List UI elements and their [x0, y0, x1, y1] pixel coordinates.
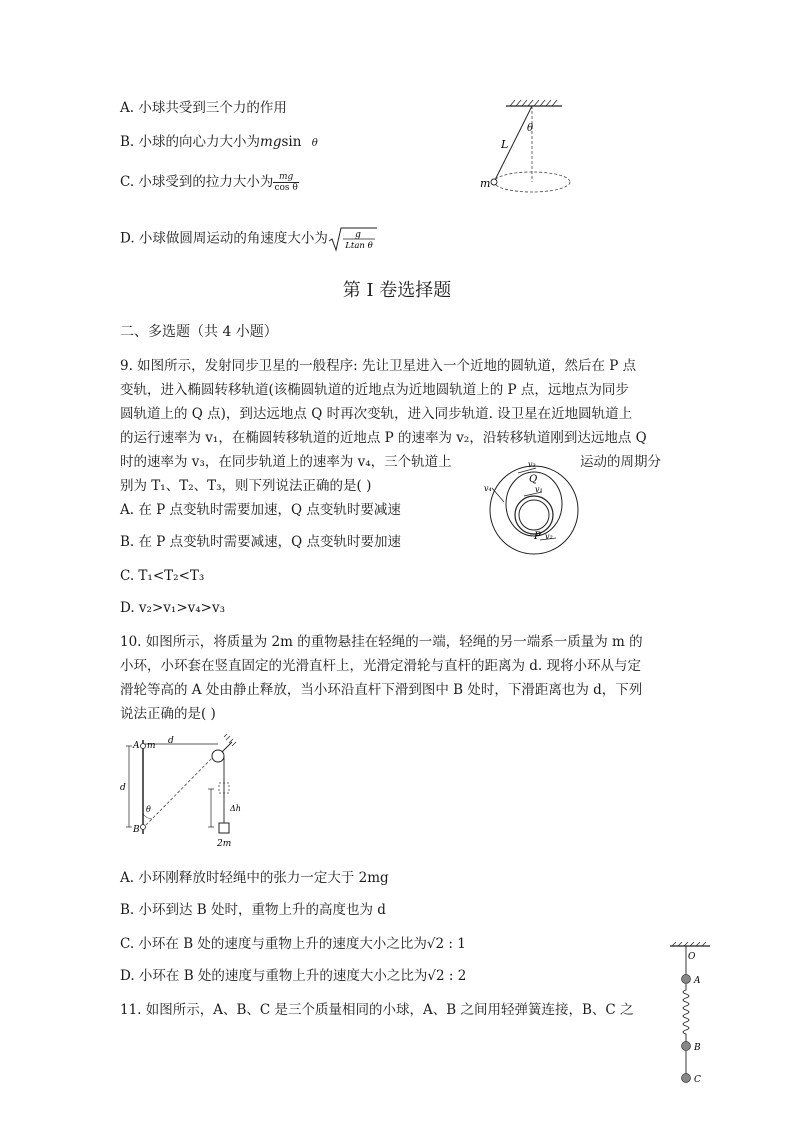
q9-fig-p: P	[534, 531, 541, 542]
q9-option-a: A. 在 P 点变轨时需要加速，Q 点变轨时要减速	[120, 502, 401, 518]
q10-line-4: 说法正确的是( )	[120, 706, 216, 722]
q8-option-c-num: mg	[273, 172, 298, 183]
sqrt-sign-icon	[328, 226, 378, 252]
q10-fig-m: m	[147, 741, 156, 751]
pulley-figure	[118, 734, 248, 852]
q10-fig-d-top: d	[168, 736, 174, 746]
q8-option-d-den: Ltan θ	[345, 241, 373, 251]
q8-option-b-text: B. 小球的向心力大小为	[120, 134, 261, 150]
q9-fig-v3: v₃	[528, 460, 536, 469]
q10-fig-dh: Δh	[230, 804, 241, 813]
q10-fig-2m: 2m	[217, 839, 232, 849]
q9-fig-q: Q	[529, 474, 538, 485]
q9-fig-v4: v₄	[484, 484, 492, 493]
q8-option-c	[120, 172, 299, 193]
q10-option-a: A. 小环刚释放时轻绳中的张力一定大于 2mg	[120, 870, 389, 886]
orbit-figure	[478, 458, 588, 558]
q10-fig-theta: θ	[146, 805, 151, 814]
section-title: 第 I 卷选择题	[342, 280, 452, 301]
q8-option-d-text: D. 小球做圆周运动的角速度大小为	[120, 230, 328, 247]
q8-option-b	[120, 132, 318, 154]
q9-option-d: D. v₂>v₁>v₄>v₃	[120, 600, 226, 616]
q9-line-6: 别为 T₁、T₂、T₃，则下列说法正确的是( )	[120, 478, 372, 494]
q9-line-1: 9. 如图所示，发射同步卫星的一般程序: 先让卫星进入一个近地的圆轨道，然后在 P 点	[120, 358, 637, 374]
q9-option-c: C. T₁<T₂<T₃	[120, 568, 205, 584]
q11-fig-c: C	[694, 1075, 701, 1085]
q8-option-b-mg: mg	[260, 134, 282, 150]
q10-fig-b: B	[133, 825, 140, 835]
q8-option-b-sin: sin	[281, 134, 302, 150]
q8-option-c-fraction	[273, 172, 298, 193]
conical-pendulum-figure	[470, 96, 580, 196]
q10-fig-d-side: d	[120, 783, 126, 793]
q8-option-d	[120, 226, 378, 252]
q8-fig-theta: θ	[527, 123, 534, 134]
q9-option-b: B. 在 P 点变轨时需要减速，Q 点变轨时要加速	[120, 534, 402, 550]
q9-line-5-tail: 运动的周期分	[580, 454, 661, 470]
q8-fig-l: L	[501, 138, 509, 151]
q11-line-1: 11. 如图所示，A、B、C 是三个质量相同的小球，A、B 之间用轻弹簧连接，B、C 之	[120, 1002, 634, 1018]
q10-line-2: 小环，小环套在竖直固定的光滑直杆上，光滑定滑轮与直杆的距离为 d. 现将小环从与定	[120, 658, 642, 674]
q8-option-a: A. 小球共受到三个力的作用	[120, 100, 287, 116]
q8-option-c-text: C. 小球受到的拉力大小为	[120, 174, 274, 190]
q10-line-1: 10. 如图所示，将质量为 2m 的重物悬挂在轻绳的一端，轻绳的另一端系一质量为 m 的	[120, 634, 643, 650]
q10-option-c: C. 小环在 B 处的速度与重物上升的速度大小之比为√2 : 1	[120, 936, 466, 952]
q9-fig-v2: v₂	[545, 532, 553, 541]
q9-line-5: 时的速率为 v₃，在同步轨道上的速率为 v₄，三个轨道上	[120, 454, 452, 470]
q9-fig-v1: v₁	[535, 485, 543, 494]
q9-line-4: 的运行速率为 v₁，在椭圆转移轨道的近地点 P 的速率为 v₂，沿转移轨道刚到达远地点 Q	[120, 430, 647, 446]
q11-fig-a: A	[694, 976, 701, 986]
q8-option-d-sqrt	[328, 226, 378, 252]
q10-option-d: D. 小环在 B 处的速度与重物上升的速度大小之比为√2 : 2	[120, 968, 467, 984]
q10-line-3: 滑轮等高的 A 处由静止释放，当小环沿直杆下滑到图中 B 处时，下滑距离也为 d，下列	[120, 682, 643, 698]
q10-fig-a: A	[133, 741, 140, 751]
section-header: 二、多选题（共 4 小题）	[120, 324, 278, 340]
q10-option-b: B. 小环到达 B 处时，重物上升的高度也为 d	[120, 902, 386, 918]
q8-option-b-theta: θ	[311, 138, 318, 149]
q8-option-c-den: cos θ	[274, 183, 298, 193]
q9-line-2: 变轨，进入椭圆转移轨道(该椭圆轨道的近地点为近地圆轨道上的 P 点，远地点为同步	[120, 382, 629, 398]
q11-fig-o: O	[688, 952, 696, 962]
q8-fig-m: m	[480, 177, 491, 190]
q9-line-3: 圆轨道上的 Q 点)，到达远地点 Q 时再次变轨，进入同步轨道. 设卫星在近地圆轨道上	[120, 406, 633, 422]
q11-fig-b: B	[694, 1043, 701, 1053]
spring-balls-figure	[662, 938, 714, 1088]
q8-option-d-num: g	[355, 230, 361, 240]
